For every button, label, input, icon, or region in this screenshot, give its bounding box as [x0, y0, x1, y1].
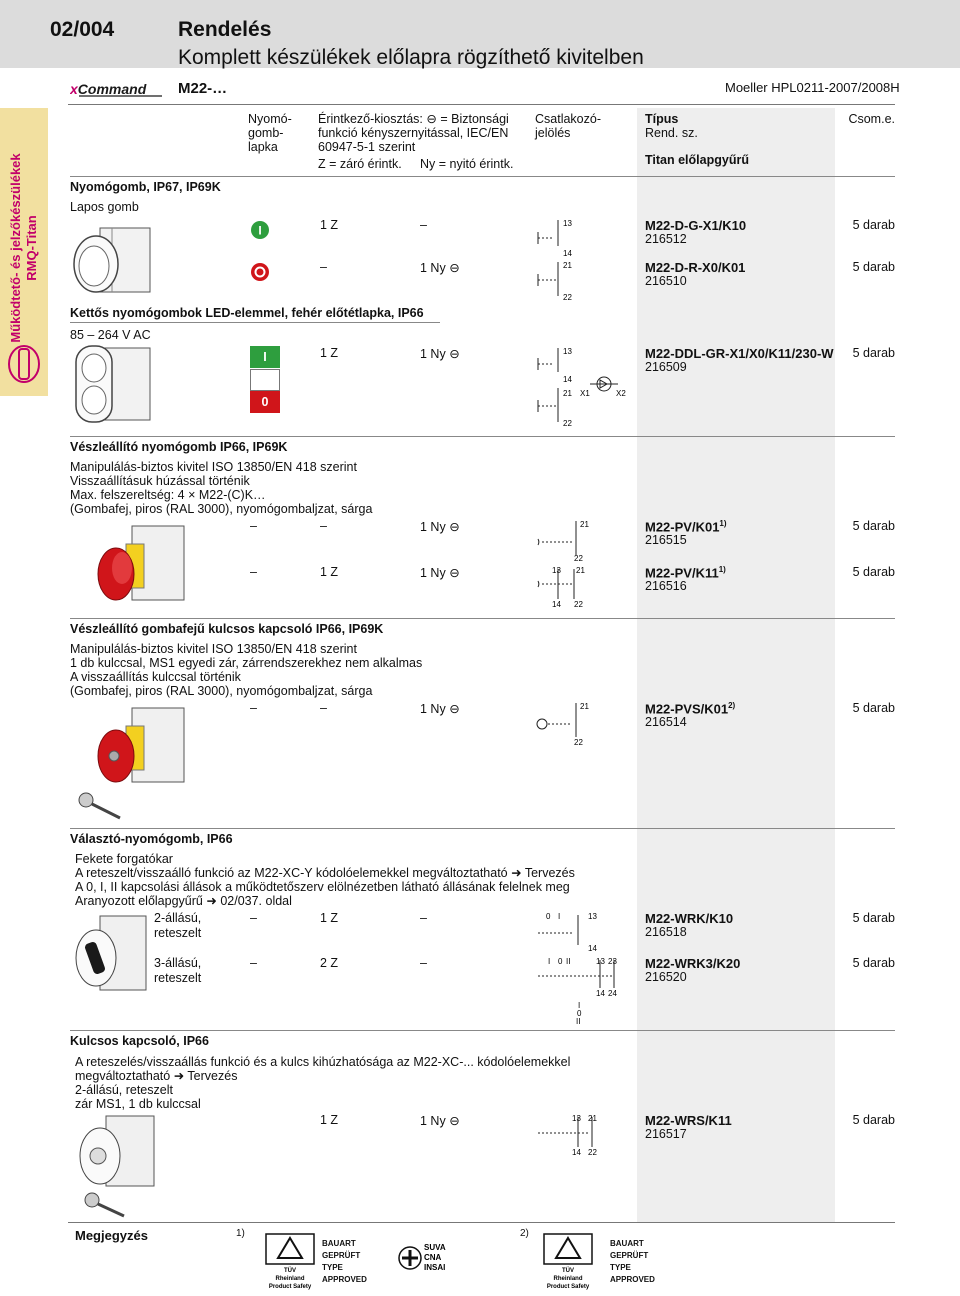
key-icon: [76, 790, 126, 824]
terminal-label: 13: [552, 566, 561, 575]
section-divider: [70, 322, 440, 323]
terminal-label: 24: [608, 989, 617, 998]
pack-qty: 5 darab: [852, 911, 895, 925]
safety-icon: ⊖: [449, 702, 460, 716]
sidebar-line-2: RMQ-Titan: [24, 215, 39, 281]
pack-qty: 5 darab: [852, 1113, 895, 1127]
col1-dash: –: [250, 701, 257, 715]
z-count: 2 Z: [320, 956, 339, 970]
terminal-label: 14: [563, 375, 572, 384]
approval-mark: [322, 1238, 367, 1286]
terminal-label: X1: [580, 389, 590, 398]
pack-qty: 5 darab: [852, 701, 895, 715]
z-count: 1 Z: [320, 1113, 339, 1127]
col1-dash: –: [250, 519, 257, 533]
terminal-label: 13: [588, 912, 597, 921]
z-count: –: [320, 701, 327, 715]
terminal-label: X2: [616, 389, 626, 398]
selector-switch-image: [74, 912, 150, 996]
footnote-2: 2): [520, 1228, 529, 1239]
footnote-ref: 1): [719, 519, 727, 528]
safety-icon: ⊖: [449, 347, 460, 361]
order-number: 216520: [645, 970, 687, 984]
position-label: 0: [558, 957, 563, 966]
terminal-label: 14: [563, 249, 572, 258]
link-page-ref[interactable]: 02/037. oldal: [220, 894, 292, 908]
section-note: A 0, I, II kapcsolási állások a működtetőszerv elölnézetben látható állásának felelnek meg: [75, 880, 570, 894]
position-label: 3-állású, reteszelt: [154, 956, 202, 985]
section-note: [75, 866, 575, 880]
type-text: M22-PV/K11: [645, 565, 719, 581]
terminal-label: 21: [563, 261, 572, 270]
section-note: A reteszelés/visszaállás funkció és a kulcs kihúzhatósága az M22-XC-... kódolóelemekkel: [75, 1055, 571, 1069]
approval-line: TYPE: [322, 1263, 343, 1272]
ny-count: [420, 346, 460, 361]
z-count: 1 Z: [320, 218, 339, 232]
terminal-label: 13: [563, 219, 572, 228]
section-note: Visszaállításuk húzással történik: [70, 474, 250, 488]
xcommand-logo: [70, 80, 165, 98]
section-title: Nyomógomb, IP67, IP69K: [70, 180, 221, 194]
terminal-label: 21: [576, 566, 585, 575]
safety-icon: ⊖: [449, 261, 460, 275]
arrow-right-icon: ➜: [511, 866, 522, 880]
tuv-text: Rheinland: [275, 1276, 305, 1282]
terminal-label: 23: [608, 957, 617, 966]
led-window: [250, 369, 280, 391]
position-label: I: [578, 1001, 581, 1010]
terminal-label: 22: [563, 293, 572, 302]
section-note: A visszaállítás kulccsal történik: [70, 670, 241, 684]
approval-mark: [610, 1238, 655, 1286]
top-divider: [68, 104, 895, 105]
ny-count: [420, 1113, 460, 1128]
position-label: I: [558, 912, 561, 921]
ny-count: [420, 565, 460, 580]
suva-text: CNA: [424, 1253, 442, 1262]
contact-no-nc-diagram: [530, 563, 600, 609]
pack-qty: 5 darab: [852, 565, 895, 579]
page-title: Rendelés: [178, 18, 272, 41]
terminal-label: 22: [574, 738, 583, 747]
ny-text: 1 Ny: [420, 261, 446, 275]
section-note: [75, 894, 292, 908]
section-divider: [70, 1030, 895, 1031]
link-planning[interactable]: Tervezés: [187, 1069, 238, 1083]
col-pushbutton: Nyomó- gomb- lapka: [248, 112, 292, 154]
col1-dash: –: [250, 956, 257, 970]
terminal-label: 21: [563, 389, 572, 398]
position-label: I: [548, 957, 551, 966]
flat-pushbutton-image: [72, 222, 152, 302]
position-label: 0: [546, 912, 551, 921]
col-contacts-ny: Ny = nyitó érintk.: [420, 157, 514, 171]
section-title: Vészleállító gombafejű kulcsos kapcsoló IP66, IP69K: [70, 622, 384, 636]
col-contacts-z: Z = záró érintk.: [318, 157, 402, 171]
chip-label: I: [258, 223, 262, 238]
terminal-label: 13: [596, 957, 605, 966]
order-number: 216514: [645, 715, 687, 729]
section-note: 2-állású, reteszelt: [75, 1083, 173, 1097]
tuv-logo: [540, 1232, 596, 1292]
ny-count: –: [420, 956, 427, 970]
switch-icon: [5, 340, 43, 388]
terminal-label: 14: [552, 600, 561, 609]
section-note: Fekete forgatókar: [75, 852, 173, 866]
safety-icon: ⊖: [426, 112, 437, 126]
key-switch-image: [78, 1112, 158, 1218]
col-contacts-line3: 60947-5-1 szerint: [318, 140, 416, 154]
terminal-label: 21: [580, 702, 589, 711]
red-o-chip: [250, 262, 270, 282]
product-type: M22-WRK/K10: [645, 911, 734, 926]
col1-dash: –: [250, 911, 257, 925]
green-i-chip: [250, 220, 270, 240]
col-ring: Titan előlapgyűrű: [645, 153, 749, 167]
col-qty: Csom.e.: [848, 112, 895, 126]
order-number: 216512: [645, 232, 687, 246]
order-number: 216516: [645, 579, 687, 593]
ny-count: –: [420, 218, 427, 232]
col-type: Típus: [645, 112, 679, 126]
approval-line: BAUART: [322, 1239, 356, 1248]
terminal-label: 22: [563, 419, 572, 428]
pack-qty: 5 darab: [852, 519, 895, 533]
selector-2pos-diagram: [530, 909, 610, 955]
terminal-label: 13: [572, 1114, 581, 1123]
emergency-stop-image: [96, 522, 196, 606]
section-title: Választó-nyomógomb, IP66: [70, 832, 233, 846]
position-label: 0: [577, 1009, 582, 1018]
arrow-right-icon: ➜: [173, 1069, 185, 1083]
section-note: Manipulálás-biztos kivitel ISO 13850/EN 418 szerint: [70, 460, 357, 474]
ny-text: 1 Ny: [420, 347, 446, 361]
ny-count: [420, 519, 460, 534]
contact-led-diagram: [530, 344, 640, 430]
ny-count: [420, 260, 460, 275]
note-text: megváltoztatható: [75, 1069, 171, 1083]
approval-line: TYPE: [610, 1263, 631, 1272]
approval-line: APPROVED: [610, 1275, 655, 1284]
section-divider: [70, 828, 895, 829]
section-note: (Gombafej, piros (RAL 3000), nyomógombaljzat, sárga: [70, 502, 373, 516]
suva-logo: [396, 1238, 450, 1282]
position-label: II: [566, 957, 571, 966]
note-text: A reteszelt/visszaálló funkció az M22-XC-Y kódolóelemekkel megváltoztatható: [75, 866, 508, 880]
pack-qty: 5 darab: [852, 218, 895, 232]
emergency-key-switch-image: [96, 704, 196, 788]
suva-text: SUVA: [424, 1243, 446, 1252]
page-number: 02/004: [50, 18, 115, 41]
product-type: M22-WRK3/K20: [645, 956, 741, 971]
product-type: M22-WRS/K11: [645, 1113, 732, 1128]
ny-text: 1 Ny: [420, 520, 446, 534]
pack-qty: 5 darab: [852, 346, 895, 360]
footnote-ref: 1): [718, 565, 726, 574]
svg-text:xCommand: xCommand: [70, 81, 147, 97]
tuv-text: TÜV: [562, 1268, 574, 1274]
tuv-text: TÜV: [284, 1268, 296, 1274]
safety-icon: ⊖: [449, 520, 460, 534]
type-text: M22-PV/K01: [645, 519, 720, 535]
arrow-right-icon: ➜: [206, 894, 217, 908]
product-type: M22-DDL-GR-X1/X0/K11/230-W: [645, 346, 834, 361]
note-text: Aranyozott előlapgyűrű: [75, 894, 203, 908]
section-note: Lapos gomb: [70, 200, 139, 214]
product-family: M22-…: [178, 80, 228, 97]
tuv-logo: [262, 1232, 318, 1292]
catalog-ref: Moeller HPL0211-2007/2008H: [725, 80, 900, 95]
section-note: Max. felszereltség: 4 × M22-(C)K…: [70, 488, 266, 502]
z-count: 1 Z: [320, 346, 339, 360]
double-chip-bottom: 0: [250, 391, 280, 413]
footnote-ref: 2): [728, 701, 736, 710]
footer-title: Megjegyzés: [75, 1228, 148, 1243]
col-order: Rend. sz.: [645, 126, 698, 140]
contact-no-nc-diagram: [530, 1111, 610, 1159]
ny-text: 1 Ny: [420, 1114, 446, 1128]
section-note: Manipulálás-biztos kivitel ISO 13850/EN 418 szerint: [70, 642, 357, 656]
footnote-1: 1): [236, 1228, 245, 1239]
approval-line: GEPRÜFT: [610, 1251, 649, 1260]
suva-text: INSAI: [424, 1263, 446, 1272]
order-number: 216517: [645, 1127, 687, 1141]
terminal-label: 22: [574, 600, 583, 609]
safety-icon: ⊖: [449, 1114, 460, 1128]
type-text: M22-PVS/K01: [645, 701, 729, 717]
section-note: 85 – 264 V AC: [70, 328, 151, 342]
section-note: [75, 1069, 237, 1083]
sidebar-line-1: Működtető- és jelzőkészülékek: [8, 153, 23, 343]
contact-no-diagram: [530, 216, 600, 260]
terminal-label: 22: [588, 1148, 597, 1157]
pack-qty: 5 darab: [852, 956, 895, 970]
terminal-label: 14: [572, 1148, 581, 1157]
col-contacts-label: Érintkező-kiosztás:: [318, 112, 423, 126]
terminal-label: 21: [580, 520, 589, 529]
col-contacts-safety: = Biztonsági: [440, 112, 509, 126]
z-count: 1 Z: [320, 911, 339, 925]
position-label: 2-állású, reteszelt: [154, 911, 202, 940]
section-note: (Gombafej, piros (RAL 3000), nyomógombaljzat, sárga: [70, 684, 373, 698]
col-contacts-line1: [318, 112, 509, 126]
double-chip-top: I: [250, 346, 280, 368]
contact-nc-diagram: [530, 699, 600, 747]
section-divider: [70, 176, 895, 177]
page-subtitle: Komplett készülékek előlapra rögzíthető kivitelben: [178, 46, 644, 69]
section-divider: [70, 618, 895, 619]
position-label: II: [576, 1017, 581, 1026]
order-number: 216518: [645, 925, 687, 939]
approval-line: BAUART: [610, 1239, 644, 1248]
section-title: Kulcsos kapcsoló, IP66: [70, 1034, 209, 1048]
col-terminal: Csatlakozó- jelölés: [535, 112, 601, 140]
ny-count: –: [420, 911, 427, 925]
terminal-label: 22: [574, 554, 583, 563]
col-contacts-line2: funkció kényszernyitással, IEC/EN: [318, 126, 509, 140]
ny-text: 1 Ny: [420, 566, 446, 580]
tuv-text: Product Safety: [268, 1284, 312, 1290]
section-note: zár MS1, 1 db kulccsal: [75, 1097, 201, 1111]
link-planning[interactable]: Tervezés: [524, 866, 575, 880]
safety-icon: ⊖: [449, 566, 460, 580]
terminal-label: 14: [596, 989, 605, 998]
footer-divider: [68, 1222, 895, 1223]
tuv-text: Product Safety: [546, 1284, 590, 1290]
z-count: –: [320, 519, 327, 533]
approval-line: GEPRÜFT: [322, 1251, 361, 1260]
product-type: M22-D-G-X1/K10: [645, 218, 747, 233]
section-title: Kettős nyomógombok LED-elemmel, fehér előtétlapka, IP66: [70, 306, 424, 320]
contact-nc-diagram: [530, 258, 600, 304]
order-number: 216509: [645, 360, 687, 374]
selector-3pos-diagram: [530, 954, 630, 1030]
section-note: 1 db kulccsal, MS1 egyedi zár, zárrendszerekhez nem alkalmas: [70, 656, 423, 670]
terminal-label: 14: [588, 944, 597, 953]
double-pushbutton-image: [72, 342, 154, 426]
order-number: 216510: [645, 274, 687, 288]
contact-nc-diagram: [530, 517, 600, 563]
order-number: 216515: [645, 533, 687, 547]
ny-text: 1 Ny: [420, 702, 446, 716]
z-count: –: [320, 260, 327, 274]
z-count: 1 Z: [320, 565, 339, 579]
terminal-label: 13: [563, 347, 572, 356]
pack-qty: 5 darab: [852, 260, 895, 274]
ny-count: [420, 701, 460, 716]
section-divider: [70, 436, 895, 437]
product-type: M22-D-R-X0/K01: [645, 260, 746, 275]
section-title: Vészleállító nyomógomb IP66, IP69K: [70, 440, 288, 454]
terminal-label: 21: [588, 1114, 597, 1123]
approval-line: APPROVED: [322, 1275, 367, 1284]
tuv-text: Rheinland: [553, 1276, 583, 1282]
col1-dash: –: [250, 565, 257, 579]
